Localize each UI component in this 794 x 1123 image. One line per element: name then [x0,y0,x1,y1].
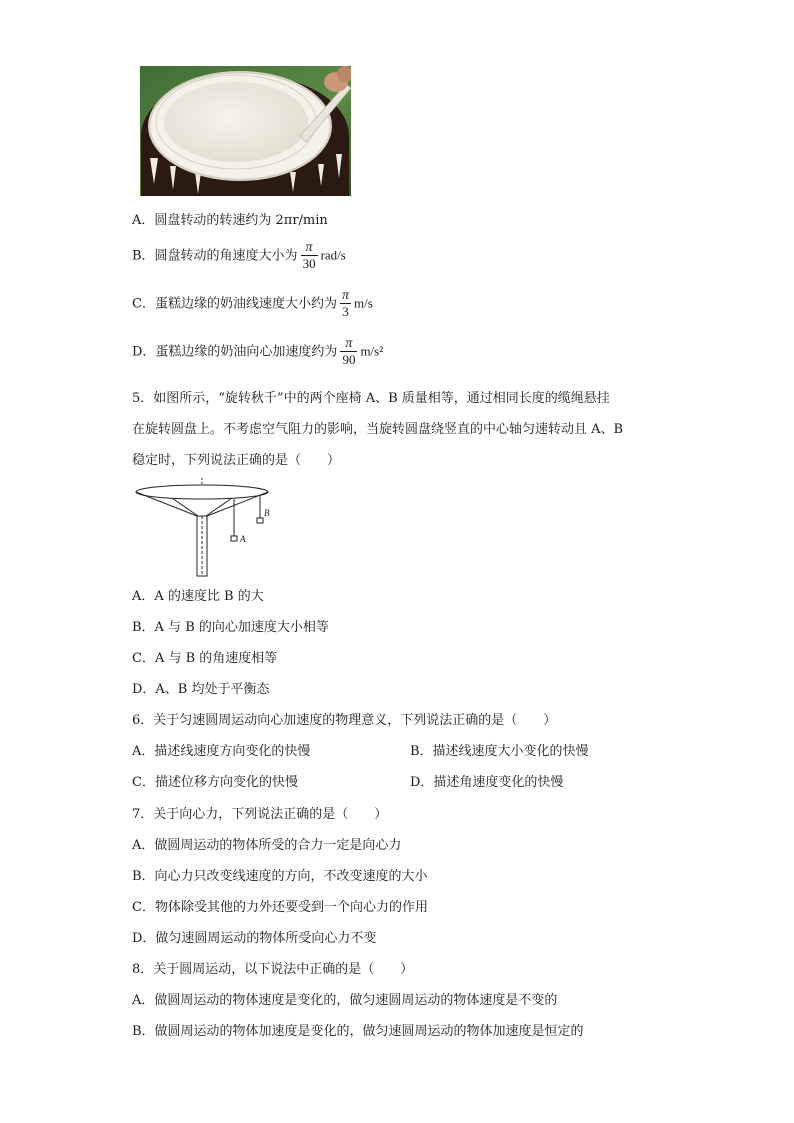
q4-option-b-denominator: 30 [302,256,316,271]
q8-option-a: A．做圆周运动的物体速度是变化的，做匀速圆周运动的物体速度是不变的 [132,993,558,1008]
q4-option-c-prefix: C．蛋糕边缘的奶油线速度大小约为 [132,296,337,312]
q7-stem: 7．关于向心力，下列说法正确的是（ ） [132,807,388,822]
q4-option-c-numerator: π [341,288,349,303]
q4-option-b [132,240,346,272]
q5-stem-line3: 稳定时，下列说法正确的是（ ） [132,453,341,468]
q4-option-c-fraction [340,288,351,320]
q8-stem: 8．关于圆周运动，以下说法中正确的是（ ） [132,962,414,977]
seat-a-label: A [240,534,246,544]
q7-option-b: B．向心力只改变线速度的方向，不改变速度的大小 [132,869,428,884]
q7-option-c: C．物体除受其他的力外还要受到一个向心力的作用 [132,900,428,915]
q4-option-b-fraction [301,240,318,272]
cake-photo [140,66,351,196]
q6-option-c: C．描述位移方向变化的快慢 [132,775,298,790]
q6-option-b: B．描述线速度大小变化的快慢 [410,744,589,759]
q6-stem: 6．关于匀速圆周运动向心加速度的物理意义，下列说法正确的是（ ） [132,713,557,728]
q4-option-b-numerator: π [301,240,318,256]
rotating-swing-diagram [132,478,272,580]
q4-option-d [132,336,383,368]
q5-stem-line1: 5．如图所示，“旋转秋千”中的两个座椅 A、B 质量相等，通过相同长度的缆绳悬挂 [132,391,610,406]
q4-option-a: A．圆盘转动的转速约为 2πr/min [132,213,328,228]
seat-b-label: B [264,508,270,518]
q5-option-a: A．A 的速度比 B 的大 [132,589,264,604]
q4-option-d-unit: m/s² [360,343,384,359]
q7-option-a: A．做圆周运动的物体所受的合力一定是向心力 [132,838,402,853]
q6-option-d: D．描述角速度变化的快慢 [410,775,564,790]
q5-option-c: C．A 与 B 的角速度相等 [132,651,278,666]
q6-option-a: A．描述线速度方向变化的快慢 [132,744,311,759]
q4-option-b-unit: rad/s [320,247,346,263]
q4-option-d-denominator: 90 [342,352,356,367]
q5-stem-line2: 在旋转圆盘上。不考虑空气阻力的影响，当旋转圆盘绕竖直的中心轴匀速转动且 A、B [132,422,624,437]
q4-option-d-numerator: π [340,336,357,352]
q5-option-d: D．A、B 均处于平衡态 [132,682,270,697]
q4-option-d-fraction [340,336,357,368]
q8-option-b: B．做圆周运动的物体加速度是变化的，做匀速圆周运动的物体加速度是恒定的 [132,1024,584,1039]
q4-option-c-denominator: 3 [342,304,349,319]
q7-option-d: D．做匀速圆周运动的物体所受向心力不变 [132,931,377,946]
q4-option-c [132,288,373,320]
q5-option-b: B．A 与 B 的向心加速度大小相等 [132,620,329,635]
q4-option-d-prefix: D．蛋糕边缘的奶油向心加速度约为 [132,344,338,360]
q4-option-b-prefix: B．圆盘转动的角速度大小为 [132,248,298,264]
q4-option-c-unit: m/s [353,295,373,311]
